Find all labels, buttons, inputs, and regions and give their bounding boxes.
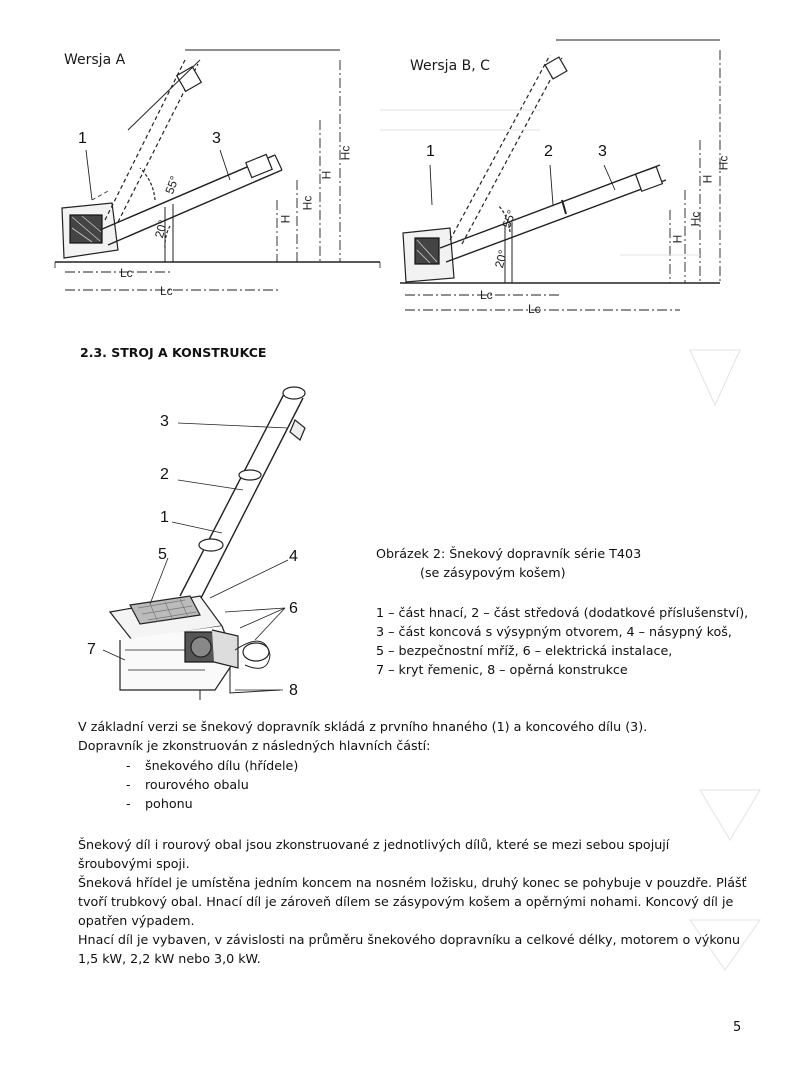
dim-bc-lc-long: Lc: [528, 302, 541, 316]
figure-legend: [376, 603, 748, 679]
dim-a-h-high: H: [319, 170, 334, 180]
legend-line: 3 – část koncová s výsypným otvorem, 4 – násypný koš,: [376, 624, 732, 639]
callout-a-3: 3: [212, 130, 221, 147]
version-a-label: Wersja A: [64, 52, 126, 68]
dim-a-hc-high: Hc: [338, 145, 353, 161]
angle-bc-55: 55°: [499, 208, 519, 230]
dim-a-h-low: H: [278, 214, 293, 224]
dim-bc-hc-high: Hc: [716, 155, 731, 171]
angle-a-20: 20°: [151, 218, 171, 240]
callout-main-2: 2: [160, 466, 169, 483]
callout-bc-3: 3: [598, 143, 607, 160]
callout-main-1: 1: [160, 509, 169, 526]
intro-line: V základní verzi se šnekový dopravník skládá z prvního hnaného (1) a koncového dílu (3).: [78, 719, 648, 734]
callout-bc-1: 1: [426, 143, 435, 160]
angle-a-55: 55°: [162, 174, 182, 196]
callout-main-7: 7: [87, 641, 96, 658]
page-number: 5: [733, 1020, 742, 1035]
figure-caption-line2: (se zásypovým košem): [420, 565, 566, 580]
angle-bc-20: 20°: [491, 248, 511, 270]
callout-bc-2: 2: [544, 143, 553, 160]
paragraph-line: Šnekový díl i rourový obal jsou zkonstruované z jednotlivých dílů, které se mezi sebou spojují: [78, 837, 670, 852]
dim-a-lc-long: Lc: [160, 284, 173, 298]
list-item-text: šnekového dílu (hřídele): [145, 758, 299, 773]
callout-main-6: 6: [289, 600, 298, 617]
dim-bc-h-low: H: [670, 234, 685, 244]
dim-a-hc-low: Hc: [300, 195, 315, 211]
list-item: - rourového obalu: [126, 777, 249, 792]
paragraph-line: 1,5 kW, 2,2 kW nebo 3,0 kW.: [78, 951, 261, 966]
paragraph-line: opatřen výpadem.: [78, 913, 195, 928]
list-item-text: rourového obalu: [145, 777, 249, 792]
intro-block: [78, 717, 768, 755]
paragraph-line: tvoří trubkový obal. Hnací díl je zároveň dílem se zásypovým košem a opěrnými nohami. Koncový díl je: [78, 894, 734, 909]
callout-main-5: 5: [158, 546, 167, 563]
list-item: - šnekového dílu (hřídele): [126, 758, 299, 773]
legend-line: 5 – bezpečnostní mříž, 6 – elektrická instalace,: [376, 643, 673, 658]
paragraph-line: šroubovými spoji.: [78, 856, 190, 871]
list-item: - pohonu: [126, 796, 193, 811]
callout-main-4: 4: [289, 548, 298, 565]
section-heading: 2.3. STROJ A KONSTRUKCE: [80, 345, 267, 360]
figure-caption-line1: Obrázek 2: Šnekový dopravník série T403: [376, 546, 642, 561]
dim-bc-lc-short: Lc: [480, 288, 493, 302]
dim-bc-h-high: H: [700, 174, 715, 184]
callout-main-3: 3: [160, 413, 169, 430]
dim-bc-hc-low: Hc: [688, 211, 703, 227]
dim-a-lc-short: Lc: [120, 266, 133, 280]
list-item-text: pohonu: [145, 796, 193, 811]
version-bc-label: Wersja B, C: [410, 58, 490, 74]
parts-list: [126, 756, 526, 813]
callout-a-1: 1: [78, 130, 87, 147]
intro-line: Dopravník je zkonstruován z následných hlavních částí:: [78, 738, 431, 753]
legend-line: 7 – kryt řemenic, 8 – opěrná konstrukce: [376, 662, 628, 677]
callout-main-8: 8: [289, 682, 298, 699]
paragraph-line: Hnací díl je vybaven, v závislosti na průměru šnekového dopravníku a celkové délky, motorem o výkonu: [78, 932, 741, 947]
paragraph-line: Šneková hřídel je umístěna jedním koncem na nosném ložisku, druhý konec se pohybuje v pouzdře. Plášť: [78, 875, 747, 890]
description-block: [78, 835, 778, 968]
legend-line: 1 – část hnací, 2 – část středová (dodatkové příslušenství),: [376, 605, 749, 620]
